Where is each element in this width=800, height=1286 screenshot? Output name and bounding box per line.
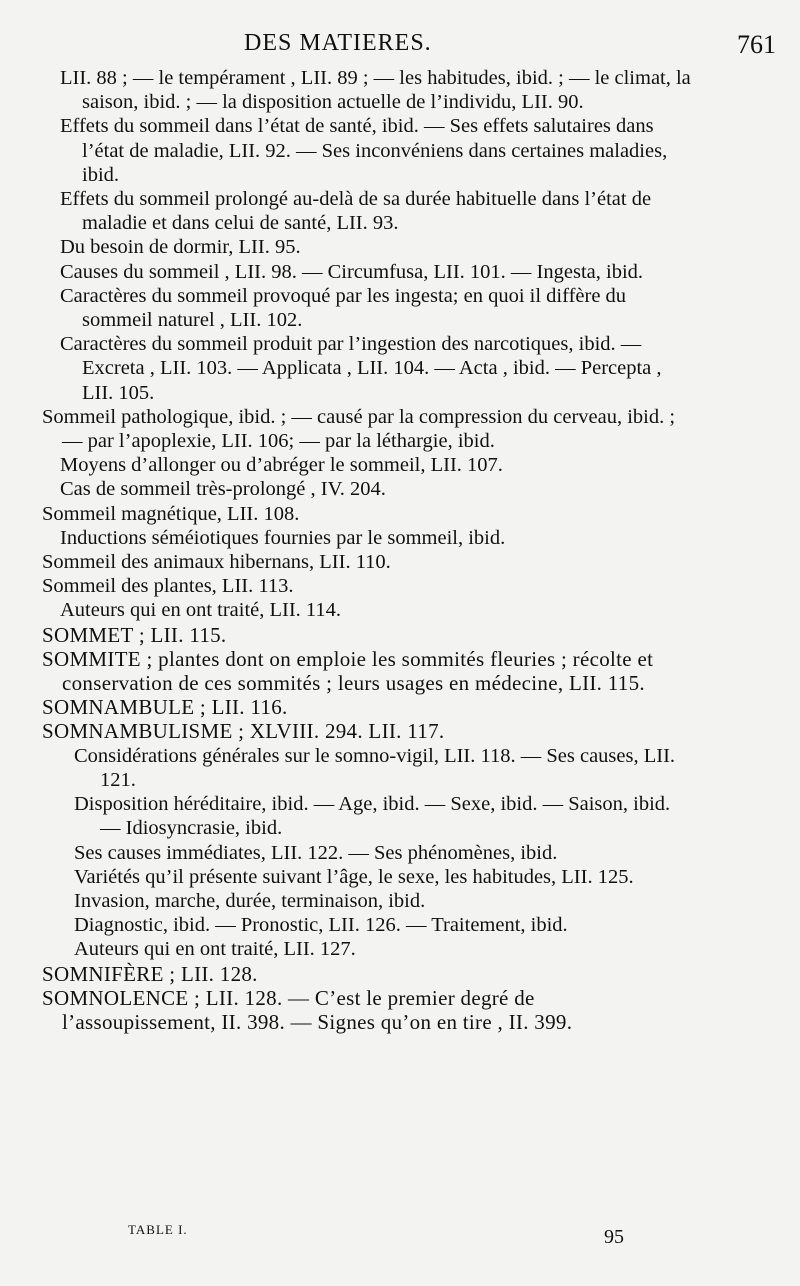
index-entry: Sommeil magnétique, LII. 108. (42, 502, 300, 525)
index-heading-entry: SOMNAMBULE ; LII. 116. (42, 695, 288, 720)
index-entry: Moyens d’allonger ou d’abréger le sommeil, LII. 107. (60, 454, 503, 477)
index-entry: Auteurs qui en ont traité, LII. 127. (74, 938, 356, 961)
index-entry: Causes du sommeil , LII. 98. — Circumfusa, LII. 101. — Ingesta, ibid. (60, 260, 644, 283)
index-entry: Du besoin de dormir, LII. 95. (60, 236, 301, 259)
page-header (42, 30, 776, 66)
index-entries (42, 66, 692, 1034)
index-entry: Inductions séméiotiques fournies par le sommeil, ibid. (60, 526, 506, 549)
index-heading-entry: SOMMITE ; plantes dont on emploie les sommités fleuries ; récolte et conservation de ces sommités ; leurs usages en médecine, LII. 115. (42, 646, 654, 696)
signature-mark: 95 (604, 1226, 624, 1248)
index-entry: Auteurs qui en ont traité, LII. 114. (60, 599, 342, 622)
index-entry: Effets du sommeil dans l’état de santé, ibid. — Ses effets salutaires dans l’état de maladie, LII. 92. — Ses inconvéniens dans certaines maladies, ibid. (60, 115, 668, 186)
index-entry: Invasion, marche, durée, terminaison, ibid. (74, 889, 426, 912)
index-entry: LII. 88 ; — le tempérament , LII. 89 ; — les habitudes, ibid. ; — le climat, la saison, ibid. ; — la disposition actuelle de l’individu, LII. 90. (60, 67, 691, 114)
index-heading-entry: SOMMET ; LII. 115. (42, 622, 227, 647)
index-entry: Disposition héréditaire, ibid. — Age, ibid. — Sexe, ibid. — Saison, ibid. — Idiosyncrasie, ibid. (74, 793, 671, 840)
index-heading-entry: SOMNIFÈRE ; LII. 128. (42, 961, 258, 986)
index-entry: Cas de sommeil très-prolongé , IV. 204. (60, 478, 386, 501)
index-entry: Considérations générales sur le somno-vigil, LII. 118. — Ses causes, LII. 121. (74, 744, 676, 791)
index-entry: Sommeil des animaux hibernans, LII. 110. (42, 551, 391, 574)
table-label: TABLE I. (128, 1222, 188, 1237)
index-entry: Effets du sommeil prolongé au-delà de sa durée habituelle dans l’état de maladie et dans celui de santé, LII. 93. (60, 188, 652, 235)
index-heading-entry: SOMNOLENCE ; LII. 128. — C’est le premier degré de l’assoupissement, II. 398. — Signes qu’on en tire , II. 399. (42, 985, 573, 1034)
running-title: DES MATIERES. (244, 30, 432, 56)
index-entry: Diagnostic, ibid. — Pronostic, LII. 126. — Traitement, ibid. (74, 914, 568, 937)
index-entry: Ses causes immédiates, LII. 122. — Ses phénomènes, ibid. (74, 841, 558, 864)
page-number: 761 (737, 30, 776, 59)
index-entry: Caractères du sommeil produit par l’ingestion des narcotiques, ibid. — Excreta , LII. 103. — Applicata , LII. 104. — Acta , ibid. — Percepta , LII. 105. (60, 333, 662, 404)
index-entry: Sommeil pathologique, ibid. ; — causé par la compression du cerveau, ibid. ; — par l’apoplexie, LII. 106; — par la léthargie, ibid. (42, 405, 676, 453)
index-entry: Sommeil des plantes, LII. 113. (42, 575, 294, 598)
index-heading-entry: SOMNAMBULISME ; XLVIII. 294. LII. 117. (42, 719, 445, 744)
index-entry: Variétés qu’il présente suivant l’âge, le sexe, les habitudes, LII. 125. (74, 865, 634, 888)
index-entry: Caractères du sommeil provoqué par les ingesta; en quoi il diffère du sommeil naturel , LII. 102. (60, 284, 627, 332)
